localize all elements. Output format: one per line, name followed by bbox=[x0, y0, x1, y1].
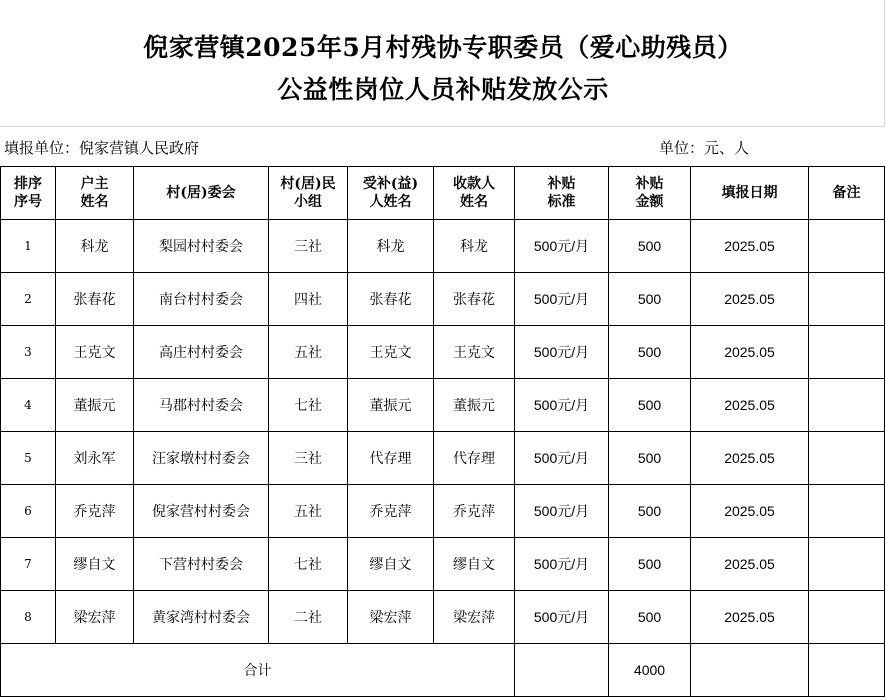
cell-report-date: 2025.05 bbox=[691, 326, 809, 379]
header-report-date bbox=[691, 167, 809, 220]
header-seq bbox=[1, 167, 56, 220]
cell-group: 七社 bbox=[269, 379, 348, 432]
cell-group: 二社 bbox=[269, 591, 348, 644]
cell-village-committee: 汪家墩村村委会 bbox=[134, 432, 269, 485]
cell-report-date: 2025.05 bbox=[691, 379, 809, 432]
cell-village-committee: 倪家营村村委会 bbox=[134, 485, 269, 538]
header-standard-line: 标准 bbox=[547, 194, 576, 210]
cell-payee: 代存理 bbox=[434, 432, 515, 485]
cell-standard: 500元/月 bbox=[515, 220, 609, 273]
cell-beneficiary: 董振元 bbox=[348, 379, 434, 432]
table-row bbox=[1, 273, 885, 326]
cell-village-committee: 黄家湾村村委会 bbox=[134, 591, 269, 644]
cell-note bbox=[809, 273, 885, 326]
cell-payee: 科龙 bbox=[434, 220, 515, 273]
cell-group: 三社 bbox=[269, 220, 348, 273]
total-note-cell bbox=[809, 644, 885, 697]
cell-standard: 500元/月 bbox=[515, 326, 609, 379]
cell-standard: 500元/月 bbox=[515, 538, 609, 591]
cell-seq: 3 bbox=[1, 326, 56, 379]
header-household-head bbox=[56, 167, 134, 220]
cell-household-head: 乔克萍 bbox=[56, 485, 134, 538]
header-village-committee bbox=[134, 167, 269, 220]
table-row bbox=[1, 538, 885, 591]
cell-group: 五社 bbox=[269, 485, 348, 538]
table-row bbox=[1, 432, 885, 485]
measurement-unit: 单位：元、人 bbox=[659, 139, 750, 157]
cell-group: 七社 bbox=[269, 538, 348, 591]
cell-note bbox=[809, 432, 885, 485]
cell-report-date: 2025.05 bbox=[691, 432, 809, 485]
table-row bbox=[1, 220, 885, 273]
cell-note bbox=[809, 379, 885, 432]
header-payee bbox=[434, 167, 515, 220]
cell-report-date: 2025.05 bbox=[691, 273, 809, 326]
total-standard-cell bbox=[515, 644, 609, 697]
total-label: 合计 bbox=[1, 644, 515, 697]
header-beneficiary bbox=[348, 167, 434, 220]
cell-beneficiary: 王克文 bbox=[348, 326, 434, 379]
header-report-date-line: 填报日期 bbox=[721, 185, 778, 201]
table-header-row bbox=[1, 167, 885, 220]
header-standard-line: 补贴 bbox=[547, 176, 576, 192]
cell-village-committee: 南台村村委会 bbox=[134, 273, 269, 326]
cell-note bbox=[809, 538, 885, 591]
cell-beneficiary: 梁宏萍 bbox=[348, 591, 434, 644]
cell-village-committee: 高庄村村委会 bbox=[134, 326, 269, 379]
subsidy-table bbox=[0, 166, 885, 697]
cell-amount: 500 bbox=[609, 273, 691, 326]
cell-amount: 500 bbox=[609, 538, 691, 591]
page-title-line2: 公益性岗位人员补贴发放公示 bbox=[277, 75, 609, 104]
cell-payee: 缪自文 bbox=[434, 538, 515, 591]
header-beneficiary-line: 受补(益) bbox=[362, 176, 419, 192]
table-row bbox=[1, 326, 885, 379]
cell-household-head: 刘永军 bbox=[56, 432, 134, 485]
cell-note bbox=[809, 326, 885, 379]
header-amount-line: 金额 bbox=[635, 194, 664, 210]
table-row bbox=[1, 591, 885, 644]
header-amount-line: 补贴 bbox=[635, 176, 664, 192]
cell-beneficiary: 张春花 bbox=[348, 273, 434, 326]
cell-amount: 500 bbox=[609, 485, 691, 538]
header-payee-line: 姓名 bbox=[460, 194, 488, 210]
cell-beneficiary: 科龙 bbox=[348, 220, 434, 273]
cell-report-date: 2025.05 bbox=[691, 485, 809, 538]
cell-group: 四社 bbox=[269, 273, 348, 326]
header-group bbox=[269, 167, 348, 220]
cell-village-committee: 马郡村村委会 bbox=[134, 379, 269, 432]
cell-report-date: 2025.05 bbox=[691, 538, 809, 591]
page-title-line1: 倪家营镇2025年5月村残协专职委员（爱心助残员） bbox=[143, 33, 743, 62]
total-amount: 4000 bbox=[609, 644, 691, 697]
cell-amount: 500 bbox=[609, 591, 691, 644]
cell-beneficiary: 乔克萍 bbox=[348, 485, 434, 538]
cell-household-head: 张春花 bbox=[56, 273, 134, 326]
cell-beneficiary: 代存理 bbox=[348, 432, 434, 485]
header-household-head-line: 户主 bbox=[80, 176, 109, 192]
cell-amount: 500 bbox=[609, 379, 691, 432]
total-date-cell bbox=[691, 644, 809, 697]
cell-note bbox=[809, 485, 885, 538]
cell-seq: 2 bbox=[1, 273, 56, 326]
cell-beneficiary: 缪自文 bbox=[348, 538, 434, 591]
reporting-unit: 填报单位：倪家营镇人民政府 bbox=[4, 139, 200, 157]
cell-standard: 500元/月 bbox=[515, 432, 609, 485]
cell-village-committee: 下营村村委会 bbox=[134, 538, 269, 591]
cell-seq: 1 bbox=[1, 220, 56, 273]
cell-village-committee: 梨园村村委会 bbox=[134, 220, 269, 273]
cell-household-head: 科龙 bbox=[56, 220, 134, 273]
cell-standard: 500元/月 bbox=[515, 379, 609, 432]
cell-seq: 7 bbox=[1, 538, 56, 591]
cell-payee: 董振元 bbox=[434, 379, 515, 432]
cell-note bbox=[809, 591, 885, 644]
cell-household-head: 董振元 bbox=[56, 379, 134, 432]
table-row bbox=[1, 379, 885, 432]
header-seq-line: 序号 bbox=[14, 194, 42, 210]
header-payee-line: 收款人 bbox=[453, 176, 495, 192]
header-group-line: 小组 bbox=[294, 194, 322, 210]
cell-note bbox=[809, 220, 885, 273]
header-note-line: 备注 bbox=[832, 185, 861, 201]
cell-standard: 500元/月 bbox=[515, 591, 609, 644]
header-seq-line: 排序 bbox=[14, 176, 42, 192]
cell-amount: 500 bbox=[609, 326, 691, 379]
total-row bbox=[1, 644, 885, 697]
cell-group: 三社 bbox=[269, 432, 348, 485]
cell-seq: 8 bbox=[1, 591, 56, 644]
cell-household-head: 梁宏萍 bbox=[56, 591, 134, 644]
cell-payee: 王克文 bbox=[434, 326, 515, 379]
header-standard bbox=[515, 167, 609, 220]
cell-seq: 6 bbox=[1, 485, 56, 538]
cell-payee: 张春花 bbox=[434, 273, 515, 326]
header-note bbox=[809, 167, 885, 220]
cell-household-head: 缪自文 bbox=[56, 538, 134, 591]
header-amount bbox=[609, 167, 691, 220]
header-beneficiary-line: 人姓名 bbox=[369, 194, 412, 210]
cell-standard: 500元/月 bbox=[515, 485, 609, 538]
cell-household-head: 王克文 bbox=[56, 326, 134, 379]
table-row bbox=[1, 485, 885, 538]
cell-amount: 500 bbox=[609, 432, 691, 485]
cell-payee: 乔克萍 bbox=[434, 485, 515, 538]
cell-standard: 500元/月 bbox=[515, 273, 609, 326]
cell-seq: 5 bbox=[1, 432, 56, 485]
header-household-head-line: 姓名 bbox=[80, 194, 109, 210]
cell-group: 五社 bbox=[269, 326, 348, 379]
header-group-line: 村(居)民 bbox=[280, 176, 336, 192]
header-village-committee-line: 村(居)委会 bbox=[166, 185, 236, 201]
cell-amount: 500 bbox=[609, 220, 691, 273]
cell-report-date: 2025.05 bbox=[691, 220, 809, 273]
table-body bbox=[1, 220, 885, 644]
cell-seq: 4 bbox=[1, 379, 56, 432]
cell-payee: 梁宏萍 bbox=[434, 591, 515, 644]
cell-report-date: 2025.05 bbox=[691, 591, 809, 644]
